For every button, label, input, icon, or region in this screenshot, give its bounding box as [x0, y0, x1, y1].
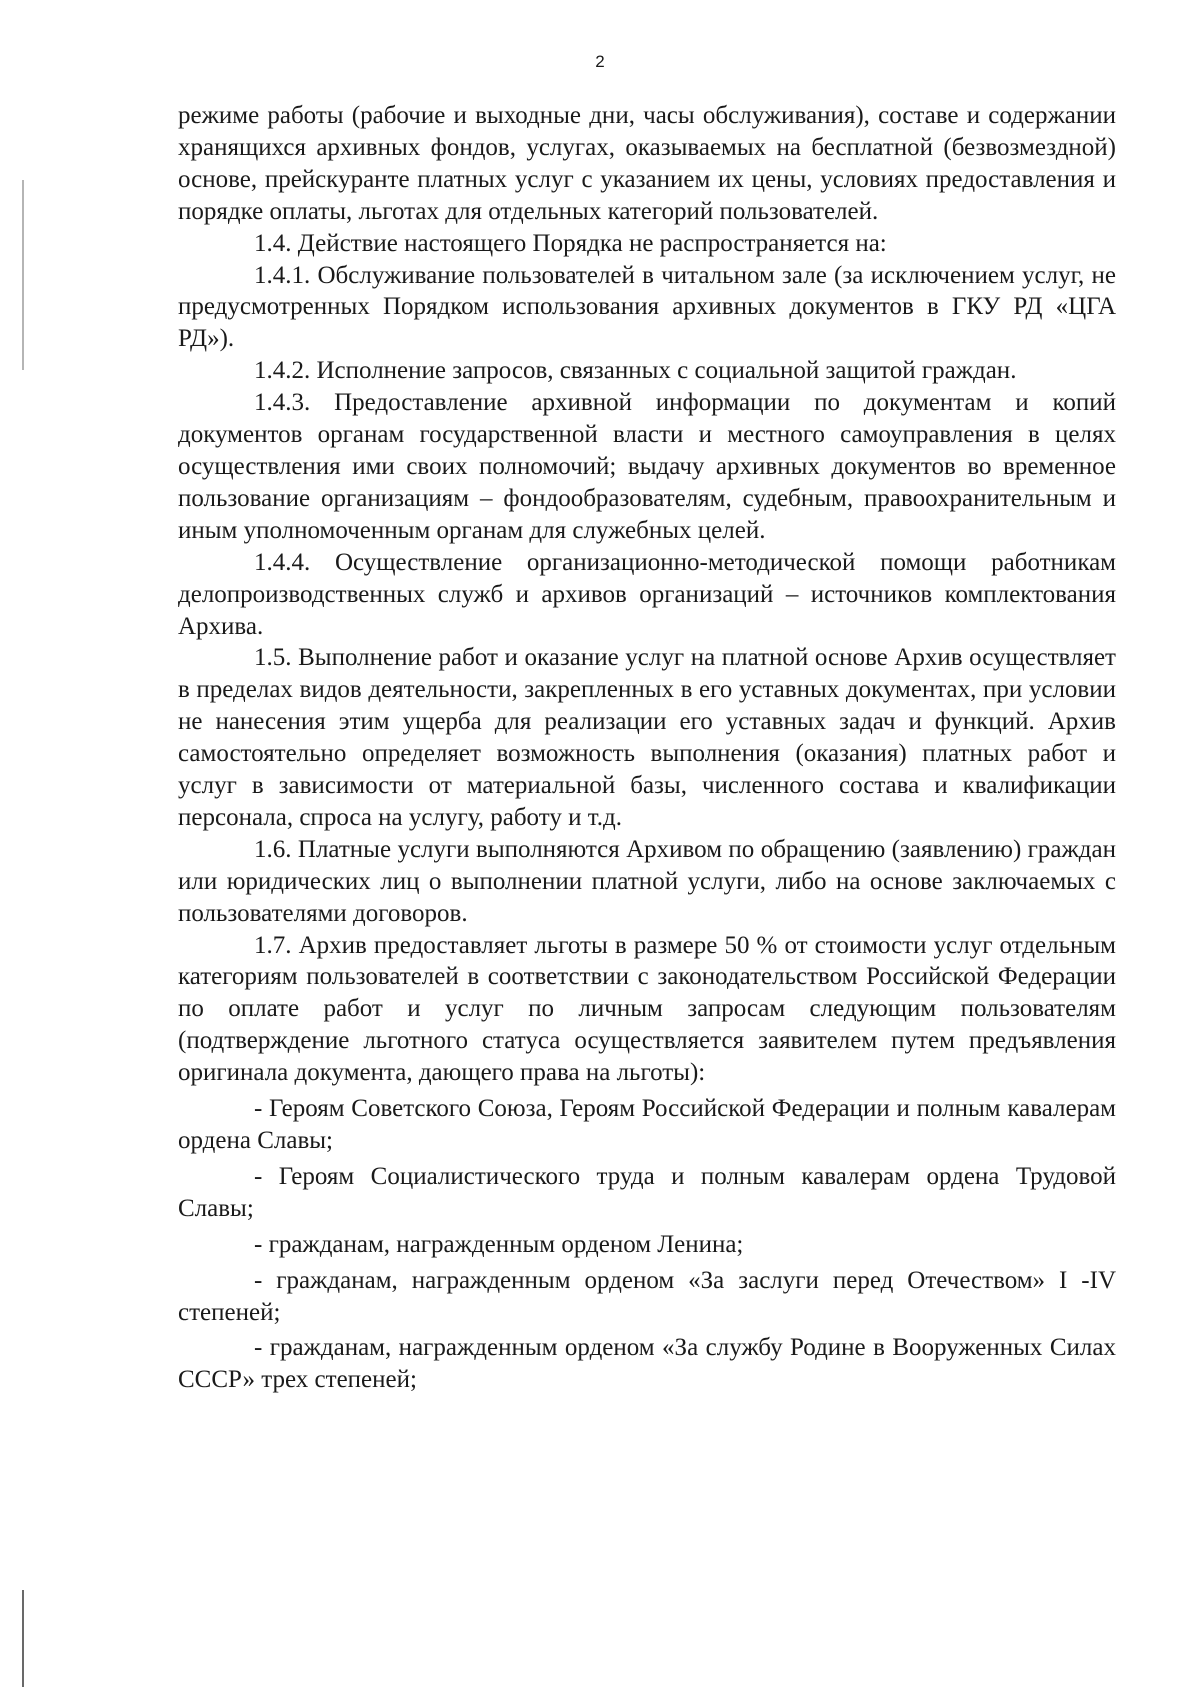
document-body	[178, 100, 1116, 1396]
paragraph-1-4-4: 1.4.4. Осуществление организационно-методической помощи работникам делопроизводственных служб и архивов организаций – источников комплектования Архива.	[178, 548, 1116, 640]
list-item: - Героям Социалистического труда и полным кавалерам ордена Трудовой Славы;	[178, 1162, 1116, 1222]
list-item: - гражданам, награжденным орденом Ленина;	[254, 1230, 744, 1258]
paragraph-1-4: 1.4. Действие настоящего Порядка не распространяется на:	[254, 229, 887, 257]
paragraph-continuation: режиме работы (рабочие и выходные дни, часы обслуживания), составе и содержании хранящихся архивных фондов, услугах, оказываемых на бесплатной (безвозмездной) основе, прейскуранте платных услуг с указанием их цены, условиях предоставления и порядке оплаты, льготах для отдельных категорий пользователей.	[178, 102, 1116, 225]
list-item: - гражданам, награжденным орденом «За заслуги перед Отечеством» I -IV степеней;	[178, 1266, 1116, 1326]
paragraph-1-4-1: 1.4.1. Обслуживание пользователей в читальном зале (за исключением услуг, не предусмотренных Порядком использования архивных документов в ГКУ РД «ЦГА РД»).	[178, 261, 1116, 353]
list-item: - гражданам, награжденным орденом «За службу Родине в Вооруженных Силах СССР» трех степеней;	[178, 1334, 1116, 1394]
paragraph-1-7: 1.7. Архив предоставляет льготы в размере 50 % от стоимости услуг отдельным категориям пользователей в соответствии с законодательством Российской Федерации по оплате работ и услуг по личным запросам следующим пользователям (подтверждение льготного статуса осуществляется заявителем путем предъявления оригинала документа, дающего права на льготы):	[178, 931, 1116, 1087]
list-item: - Героям Советского Союза, Героям Российской Федерации и полным кавалерам ордена Славы;	[178, 1095, 1116, 1154]
paragraph-1-6: 1.6. Платные услуги выполняются Архивом по обращению (заявлению) граждан или юридических лиц о выполнении платной услуги, либо на основе заключаемых с пользователями договоров.	[178, 835, 1116, 927]
paragraph-1-5: 1.5. Выполнение работ и оказание услуг на платной основе Архив осуществляет в пределах видов деятельности, закрепленных в его уставных документах, при условии не нанесения этим ущерба для реализации его уставных задач и функций. Архив самостоятельно определяет возможность выполнения (оказания) платных работ и услуг в зависимости от материальной базы, численного состава и квалификации персонала, спроса на услугу, работу и т.д.	[178, 644, 1116, 831]
paragraph-1-4-3: 1.4.3. Предоставление архивной информации по документам и копий документов органам государственной власти и местного самоуправления в целях осуществления ими своих полномочий; выдачу архивных документов во временное пользование организациям – фондообразователям, судебным, правоохранительным и иным уполномоченным органам для служебных целей.	[178, 389, 1116, 544]
scan-edge-mark	[22, 180, 24, 370]
page-number: 2	[595, 52, 605, 71]
scan-edge-mark	[22, 1590, 24, 1687]
paragraph-1-4-2: 1.4.2. Исполнение запросов, связанных с социальной защитой граждан.	[254, 357, 1017, 385]
